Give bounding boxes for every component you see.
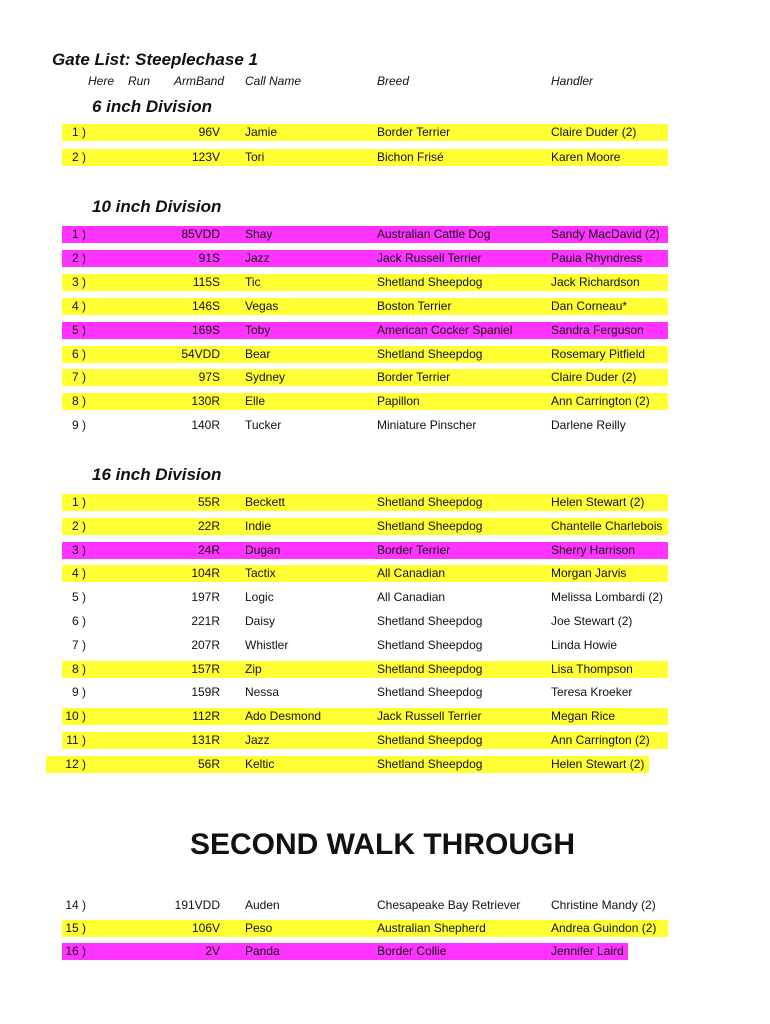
- armband: 55R: [197, 495, 220, 509]
- call-name: Zip: [245, 661, 262, 676]
- armband: 123V: [191, 149, 220, 164]
- breed: Jack Russell Terrier: [377, 250, 482, 265]
- breed: Border Collie: [377, 944, 447, 958]
- breed: Shetland Sheepdog: [377, 756, 483, 771]
- breed: Jack Russell Terrier: [377, 709, 482, 724]
- run-number: 8 ): [71, 394, 86, 409]
- armband: 221R: [191, 614, 220, 628]
- breed: Shetland Sheepdog: [377, 274, 483, 289]
- call-name: Tic: [245, 274, 261, 289]
- run-number: 2 ): [71, 518, 86, 533]
- armband: 191VDD: [174, 898, 220, 912]
- table-row: [0, 897, 770, 914]
- call-name: Elle: [245, 394, 266, 409]
- breed: All Canadian: [377, 566, 446, 581]
- armband: 85VDD: [181, 227, 220, 241]
- handler: Dan Corneau*: [551, 298, 628, 313]
- header-handler: Handler: [551, 74, 594, 88]
- call-name: Toby: [245, 322, 271, 337]
- table-row: [0, 661, 770, 678]
- call-name: Nessa: [245, 685, 280, 700]
- table-row: [0, 920, 770, 937]
- handler: Joe Stewart (2): [551, 614, 633, 628]
- handler: Rosemary Pitfield: [551, 346, 646, 361]
- armband: 157R: [191, 661, 220, 676]
- table-row: [0, 943, 770, 960]
- call-name: Jazz: [245, 250, 270, 265]
- table-row: [0, 322, 770, 339]
- run-number: 14 ): [65, 898, 86, 912]
- table-row: [0, 732, 770, 749]
- table-row: [0, 298, 770, 315]
- armband: 131R: [191, 733, 220, 747]
- header-call-name: Call Name: [245, 74, 302, 88]
- armband: 104R: [191, 566, 220, 581]
- handler: Linda Howie: [551, 637, 618, 652]
- handler: Jack Richardson: [551, 274, 640, 289]
- table-row: [0, 369, 770, 386]
- breed: Australian Cattle Dog: [377, 227, 491, 241]
- handler: Jennifer Laird: [551, 944, 624, 958]
- table-row: [0, 589, 770, 606]
- call-name: Bear: [245, 346, 271, 361]
- call-name: Vegas: [245, 298, 279, 313]
- call-name: Panda: [245, 944, 280, 958]
- handler: Melissa Lombardi (2): [551, 590, 664, 605]
- handler: Sherry Harrison: [551, 542, 636, 557]
- handler: Ann Carrington (2): [551, 394, 650, 409]
- handler: Paula Rhyndress: [551, 250, 643, 265]
- breed: Miniature Pinscher: [377, 418, 477, 433]
- breed: Shetland Sheepdog: [377, 685, 483, 700]
- armband: 112R: [192, 709, 220, 724]
- call-name: Beckett: [245, 495, 286, 509]
- armband: 91S: [198, 250, 220, 265]
- run-number: 2 ): [71, 250, 86, 265]
- run-number: 6 ): [71, 614, 86, 628]
- armband: 207R: [191, 637, 220, 652]
- header-armband: ArmBand: [174, 74, 225, 88]
- run-number: 9 ): [71, 685, 86, 700]
- header-run: Run: [128, 74, 151, 88]
- breed: Border Terrier: [377, 542, 451, 557]
- armband: 146S: [191, 298, 220, 313]
- call-name: Logic: [245, 590, 274, 605]
- handler: Karen Moore: [551, 149, 621, 164]
- run-number: 4 ): [71, 566, 86, 581]
- run-number: 1 ): [71, 125, 86, 139]
- run-number: 1 ): [71, 227, 86, 241]
- armband: 115S: [192, 274, 220, 289]
- call-name: Whistler: [245, 637, 289, 652]
- handler: Morgan Jarvis: [551, 566, 627, 581]
- armband: 54VDD: [181, 346, 220, 361]
- breed: Chesapeake Bay Retriever: [377, 898, 521, 912]
- table-row: [0, 226, 770, 243]
- handler: Ann Carrington (2): [551, 733, 650, 747]
- breed: Boston Terrier: [377, 298, 452, 313]
- run-number: 9 ): [71, 418, 86, 433]
- call-name: Shay: [245, 227, 273, 241]
- header-breed: Breed: [377, 74, 410, 88]
- breed: Shetland Sheepdog: [377, 495, 483, 509]
- breed: All Canadian: [377, 590, 446, 605]
- call-name: Dugan: [245, 542, 281, 557]
- run-number: 2 ): [71, 149, 86, 164]
- run-number: 1 ): [71, 495, 86, 509]
- armband: 140R: [191, 418, 220, 433]
- armband: 24R: [197, 542, 220, 557]
- table-row: [0, 393, 770, 410]
- division-6-title: 6 inch Division: [92, 97, 212, 116]
- run-number: 11 ): [66, 733, 86, 747]
- table-row: [0, 684, 770, 701]
- table-row: [0, 124, 770, 141]
- table-row: [0, 149, 770, 166]
- handler: Sandy MacDavid (2): [551, 227, 660, 241]
- handler: Darlene Reilly: [551, 418, 626, 433]
- call-name: Indie: [245, 518, 272, 533]
- handler: Claire Duder (2): [551, 370, 637, 385]
- table-row: [0, 274, 770, 291]
- table-row: [0, 565, 770, 582]
- call-name: Jamie: [245, 125, 278, 139]
- run-number: 3 ): [71, 542, 86, 557]
- breed: Shetland Sheepdog: [377, 661, 483, 676]
- armband: 22R: [197, 518, 220, 533]
- table-row: [0, 756, 770, 773]
- table-row: [0, 613, 770, 630]
- breed: Papillon: [377, 394, 420, 409]
- armband: 96V: [198, 125, 220, 139]
- handler: Megan Rice: [551, 709, 616, 724]
- run-number: 5 ): [71, 590, 86, 605]
- run-number: 7 ): [71, 637, 86, 652]
- handler: Helen Stewart (2): [551, 495, 645, 509]
- run-number: 7 ): [71, 370, 86, 385]
- handler: Chantelle Charlebois: [551, 518, 663, 533]
- armband: 159R: [191, 685, 220, 700]
- run-number: 3 ): [71, 274, 86, 289]
- armband: 97S: [198, 370, 220, 385]
- division-10-title: 10 inch Division: [92, 197, 222, 216]
- breed: Shetland Sheepdog: [377, 518, 483, 533]
- run-number: 10 ): [65, 709, 86, 724]
- call-name: Sydney: [245, 370, 286, 385]
- armband: 197R: [191, 590, 220, 605]
- breed: Shetland Sheepdog: [377, 614, 483, 628]
- page-title: Gate List: Steeplechase 1: [52, 50, 258, 69]
- call-name: Daisy: [245, 614, 276, 628]
- table-row: [0, 417, 770, 434]
- handler: Claire Duder (2): [551, 125, 637, 139]
- call-name: Keltic: [245, 756, 275, 771]
- armband: 169S: [191, 322, 220, 337]
- handler: Lisa Thompson: [551, 661, 633, 676]
- breed: Shetland Sheepdog: [377, 346, 483, 361]
- armband: 56R: [197, 756, 220, 771]
- run-number: 6 ): [71, 346, 86, 361]
- armband: 106V: [191, 921, 220, 935]
- run-number: 12 ): [65, 756, 86, 771]
- table-row: [0, 518, 770, 535]
- call-name: Tori: [245, 149, 265, 164]
- row-highlight: [62, 943, 628, 960]
- breed: Border Terrier: [377, 125, 451, 139]
- armband: 2V: [205, 944, 220, 958]
- armband: 130R: [191, 394, 220, 409]
- handler: Sandra Ferguson: [551, 322, 644, 337]
- breed: Shetland Sheepdog: [377, 733, 483, 747]
- table-row: [0, 494, 770, 511]
- table-row: [0, 250, 770, 267]
- breed: American Cocker Spaniel: [377, 322, 513, 337]
- run-number: 8 ): [71, 661, 86, 676]
- table-row: [0, 708, 770, 725]
- table-row: [0, 542, 770, 559]
- run-number: 5 ): [71, 322, 86, 337]
- run-number: 15 ): [65, 921, 86, 935]
- handler: Andrea Guindon (2): [551, 921, 657, 935]
- handler: Christine Mandy (2): [551, 898, 656, 912]
- run-number: 4 ): [71, 298, 86, 313]
- call-name: Ado Desmond: [245, 709, 322, 724]
- call-name: Tucker: [245, 418, 282, 433]
- breed: Australian Shepherd: [377, 921, 486, 935]
- breed: Shetland Sheepdog: [377, 637, 483, 652]
- table-row: [0, 346, 770, 363]
- second-walk-title: SECOND WALK THROUGH: [190, 828, 575, 861]
- header-here: Here: [88, 74, 115, 88]
- breed: Border Terrier: [377, 370, 451, 385]
- call-name: Tactix: [245, 566, 276, 581]
- run-number: 16 ): [65, 944, 86, 958]
- breed: Bichon Frisé: [377, 149, 444, 164]
- table-row: [0, 637, 770, 654]
- handler: Helen Stewart (2): [551, 756, 645, 771]
- call-name: Peso: [245, 921, 273, 935]
- call-name: Auden: [245, 898, 280, 912]
- division-16-title: 16 inch Division: [92, 465, 222, 484]
- call-name: Jazz: [245, 733, 270, 747]
- handler: Teresa Kroeker: [551, 685, 633, 700]
